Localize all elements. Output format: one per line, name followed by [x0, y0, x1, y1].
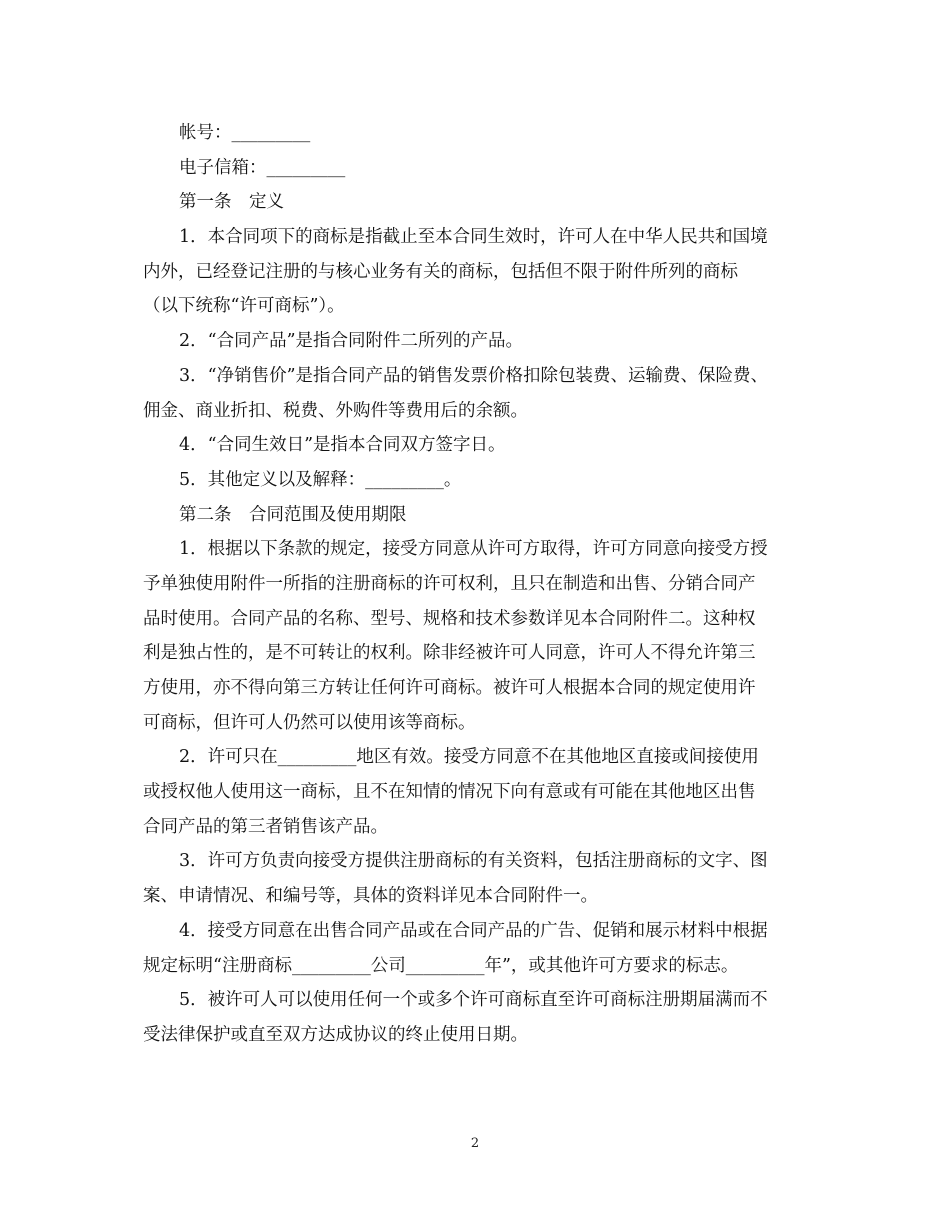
text-line: 利是独占性的，是不可转让的权利。除非经被许可人同意，许可人不得允许第三 [143, 643, 756, 664]
text-line: （以下统称“许可商标”）。 [143, 296, 345, 317]
text-line: 佣金、商业折扣、税费、外购件等费用后的余额。 [143, 400, 528, 421]
document-body [143, 116, 803, 1053]
text-line: 可商标，但许可人仍然可以使用该等商标。 [143, 712, 476, 733]
text-line: 案、申请情况、和编号等，具体的资料详见本合同附件一。 [143, 886, 598, 907]
text-line: 2．“合同产品”是指合同附件二所列的产品。 [179, 331, 524, 352]
text-line: 5．被许可人可以使用任何一个或多个许可商标直至许可商标注册期届满而不 [179, 990, 768, 1011]
text-line: 5．其他定义以及解释：_________。 [179, 469, 462, 490]
text-line: 规定标明“注册商标_________公司_________年”，或其他许可方要求的标志。 [143, 955, 739, 976]
text-line: 第二条 合同范围及使用期限 [179, 504, 407, 525]
text-line: 3．“净销售价”是指合同产品的销售发票价格扣除包装费、运输费、保险费、 [179, 365, 769, 386]
text-line: 第一条 定义 [179, 192, 284, 213]
text-line: 予单独使用附件一所指的注册商标的许可权利，且只在制造和出售、分销合同产 [143, 573, 756, 594]
text-line: 4．“合同生效日”是指本合同双方签字日。 [179, 435, 506, 456]
text-line: 帐号：_________ [179, 123, 311, 143]
text-line: 方使用，亦不得向第三方转让任何许可商标。被许可人根据本合同的规定使用许 [143, 678, 756, 698]
text-line: 2．许可只在_________地区有效。接受方同意不在其他地区直接或间接使用 [179, 747, 759, 768]
text-line: 1．本合同项下的商标是指截止至本合同生效时，许可人在中华人民共和国境 [179, 227, 768, 248]
text-line: 合同产品的第三者销售该产品。 [143, 816, 388, 837]
text-line: 品时使用。合同产品的名称、型号、规格和技术参数详见本合同附件二。这种权 [143, 608, 756, 629]
text-line: 电子信箱：_________ [179, 157, 346, 178]
text-line: 内外，已经登记注册的与核心业务有关的商标，包括但不限于附件所列的商标 [143, 261, 738, 282]
text-line: 或授权他人使用这一商标，且不在知情的情况下向有意或有可能在其他地区出售 [143, 782, 756, 803]
text-line: 3．许可方负责向接受方提供注册商标的有关资料，包括注册商标的文字、图 [179, 851, 768, 872]
text-line: 4．接受方同意在出售合同产品或在合同产品的广告、促销和展示材料中根据 [179, 920, 768, 941]
page-number: 2 [470, 1136, 480, 1151]
text-line: 受法律保护或直至双方达成协议的终止使用日期。 [143, 1024, 528, 1045]
text-line: 1．根据以下条款的规定，接受方同意从许可方取得，许可方同意向接受方授 [179, 539, 768, 560]
